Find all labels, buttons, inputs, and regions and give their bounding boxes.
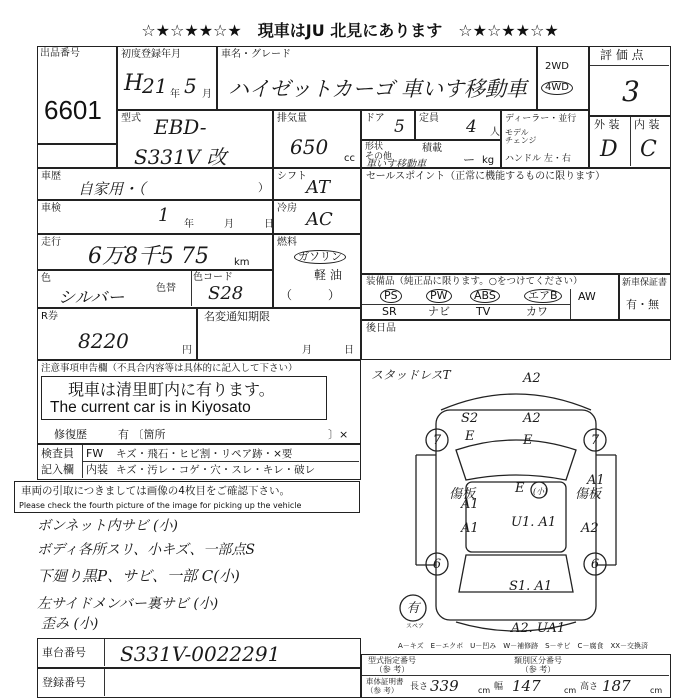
chassis-label: 車台番号 [42, 646, 86, 659]
load-value: ー [462, 153, 475, 167]
car-name-value: ハイゼットカーゴ 車いす移動車 [228, 77, 527, 101]
displacement-value: 650 [290, 135, 329, 159]
length-label: 長さ [410, 682, 429, 692]
width-unit: cm [564, 686, 577, 695]
lot-spacer [37, 144, 117, 168]
damage-mark: U1. A1 [511, 515, 557, 530]
color-code-value: S28 [208, 283, 244, 304]
load-unit: kg [482, 155, 495, 166]
damage-mark: A2 [523, 371, 541, 386]
drive-2wd: 2WD [545, 61, 569, 72]
notice-month-unit: 月 [302, 345, 312, 356]
post-parts-box [361, 320, 671, 360]
header-banner: ☆★☆★★☆★ 現車はJU 北見にあります ☆★☆★★☆★ [141, 21, 559, 40]
capacity-label: 定員 [419, 113, 439, 124]
year-unit: 年 [170, 89, 180, 100]
color-label: 色 [41, 273, 51, 284]
lot-number-box [37, 46, 117, 144]
fuel-box [273, 234, 361, 308]
drive-4wd: 4WD [541, 81, 573, 95]
inspector-notes [37, 513, 361, 638]
inspection-year: 1 [158, 205, 170, 226]
capacity-value: 4 [466, 117, 477, 137]
model-box [117, 110, 273, 168]
check-row1: キズ・飛石・ヒビ割・リペア跡・×要 [116, 448, 293, 460]
class-no-label: 類別区分番号 （参 考） [514, 656, 562, 674]
damage-mark: 傷板 [575, 487, 602, 502]
load-label: 積載 [422, 143, 442, 154]
shape-value: 車いす移動車 [366, 159, 426, 170]
mileage-unit: km [234, 257, 250, 268]
inspection-label: 車検 [41, 203, 61, 214]
damage-mark: S2 [461, 411, 479, 426]
equip-pw: PW [426, 289, 452, 303]
windshield-outline [456, 440, 576, 480]
month-unit: 月 [202, 89, 212, 100]
registration-label: 登録番号 [42, 676, 86, 689]
height-value: 187 [602, 677, 631, 695]
shape-box [361, 140, 501, 168]
color-value: シルバー [58, 288, 125, 308]
check-label-2: 記入欄 [41, 463, 74, 476]
drive-box [537, 46, 589, 110]
mileage-label: 走行 [41, 237, 61, 248]
warranty-box [619, 274, 671, 320]
lot-number-value: 6601 [44, 95, 102, 125]
lot-number-label: 出品番号 [40, 48, 80, 59]
damage-mark: A2 [581, 521, 599, 536]
fuel-other: （ ） [280, 288, 341, 302]
car-name-label: 車名・グレード [221, 49, 291, 60]
length-value: 339 [430, 677, 459, 695]
history-close: ） [258, 181, 269, 194]
score-box [589, 46, 671, 116]
score-value: 3 [622, 75, 640, 108]
inspection-day-unit: 日 [264, 219, 274, 230]
damage-mark: A1 [587, 473, 605, 488]
repair-value: 有 〔箇所 [118, 428, 166, 441]
recycle-unit: 円 [182, 345, 192, 356]
doors-box [361, 110, 415, 140]
model-label: 型式 [121, 113, 141, 124]
displacement-unit: cc [344, 153, 355, 164]
first-registration-year: 21 [142, 74, 168, 98]
first-registration-month: 5 [184, 74, 197, 98]
height-label: 高さ [580, 682, 599, 692]
exterior-label: 外 装 [594, 118, 620, 131]
diagram-title: スタッドレスT [371, 368, 451, 382]
height-unit: cm [650, 686, 663, 695]
model-cert-label: 型式指定番号 （参 考） [368, 656, 416, 674]
equip-airbag: エアB [524, 289, 562, 303]
dims-label: 車体証明書 （参 考） [366, 677, 404, 695]
handle-label: ハンドル 左・右 [505, 154, 571, 164]
note-line: 歪み (小) [41, 616, 99, 632]
warranty-value: 有・無 [626, 298, 659, 311]
mileage-value: 6万8千5 75 [88, 244, 209, 269]
displacement-box [273, 110, 361, 168]
inspection-box [37, 200, 273, 234]
recycle-label: R券 [41, 311, 58, 322]
registration-box [37, 668, 361, 698]
caution-line1: 現車は清里町内に有ります。 [68, 380, 275, 399]
equip-ps: PS [380, 289, 402, 303]
damage-mark: A1 [461, 497, 479, 512]
warranty-label: 新車保証書 [622, 278, 668, 288]
interior-grade: C [640, 137, 657, 162]
inspection-month-unit: 月 [224, 219, 234, 230]
interior-label: 内 装 [634, 118, 660, 131]
capacity-unit: 人 [490, 127, 500, 138]
repaint-label: 色替 [156, 283, 176, 294]
spare-value: 有 [406, 601, 420, 616]
notice-day-unit: 日 [344, 345, 354, 356]
fuel-label: 燃料 [277, 237, 297, 248]
note-line: 下廻り黒P、サビ、一部 C(小) [37, 567, 240, 585]
notice-box [197, 308, 361, 360]
tire-front-right-label: 7 [590, 433, 600, 448]
pickup-notice-box [14, 481, 360, 513]
notice-label: 名変通知期限 [204, 310, 270, 323]
cooling-value: AC [306, 209, 333, 230]
check-label-1: 検査員 [41, 447, 74, 460]
damage-mark: S1. A1 [509, 579, 553, 594]
fuel-gasoline: ガソリン [294, 250, 346, 264]
damage-mark: A1 [461, 521, 479, 536]
damage-mark: E [523, 433, 533, 448]
score-label: 評 価 点 [600, 48, 644, 62]
cooling-label: 冷房 [277, 203, 297, 214]
equip-navi: ナビ [428, 305, 450, 318]
equipment-label: 装備品（純正品に限ります。○をつけてください） [366, 276, 583, 287]
cooling-box [273, 200, 361, 234]
equip-abs: ABS [470, 289, 500, 303]
damage-mark: E [465, 429, 475, 444]
note-line: ボディ各所スリ、小キズ、一部点S [37, 542, 255, 558]
caution-line2: The current car is in Kiyosato [50, 399, 251, 416]
note-line: ボンネット内サビ (小) [37, 518, 178, 534]
tire-rear-right-label: 6 [590, 557, 600, 572]
damage-mark: 傷板 [449, 487, 476, 502]
dims-box [361, 654, 671, 698]
dealer-box [501, 110, 589, 168]
width-value: 147 [512, 677, 541, 695]
history-value: 自家用・（ [78, 180, 146, 198]
damage-mark: A2. UA1 [511, 621, 566, 636]
capacity-box [415, 110, 501, 140]
first-registration-box [117, 46, 217, 110]
chassis-value: S331V-0022291 [120, 642, 281, 666]
shift-value: AT [306, 177, 331, 198]
sales-point-box [361, 168, 671, 274]
shift-box [273, 168, 361, 200]
inspection-year-unit: 年 [184, 219, 194, 230]
equip-aw: AW [578, 290, 596, 303]
equipment-box [361, 274, 619, 320]
color-box [37, 270, 273, 308]
displacement-label: 排気量 [277, 113, 307, 124]
check-row2-head: 内装 [86, 463, 108, 476]
damage-mark: A2 [523, 411, 541, 426]
model-line2: S331V 改 [134, 145, 227, 169]
chassis-box [37, 638, 361, 668]
recycle-box [37, 308, 197, 360]
mileage-box [37, 234, 273, 270]
ext-int-box [589, 116, 671, 168]
damage-mark: E [515, 481, 525, 496]
repair-close: 〕× [328, 428, 349, 441]
first-registration-era: H [124, 71, 144, 96]
tire-front-left-label: 7 [432, 433, 442, 448]
shape-label: 形状 その他 [365, 142, 393, 162]
doors-value: 5 [394, 117, 405, 137]
front-bumper-outline [441, 394, 591, 410]
equip-sr: SR [382, 305, 397, 318]
first-registration-label: 初度登録年月 [121, 49, 181, 60]
width-label: 幅 [494, 682, 504, 692]
history-label: 車歴 [41, 171, 61, 182]
model-change-label: モデル チェンジ [505, 128, 537, 145]
equip-tv: TV [476, 305, 491, 318]
damage-mark: (小) [533, 487, 548, 496]
damage-legend: A－キズ E－エクボ U－凹み W－補修跡 S－サビ C－腐食 XX－交換済 [398, 642, 649, 650]
recycle-value: 8220 [78, 329, 129, 353]
caution-box [37, 360, 361, 444]
spare-label: スペア [406, 623, 425, 630]
exterior-grade: D [600, 137, 618, 162]
repair-label: 修復歴 [54, 428, 87, 441]
car-name-box [217, 46, 537, 110]
doors-label: ドア [365, 113, 385, 124]
caution-label: 注意事項申告欄（不具合内容等は具体的に記入して下さい） [41, 363, 298, 374]
history-box [37, 168, 273, 200]
color-code-label: 色コード [193, 272, 233, 283]
pickup-notice-jp: 車両の引取につきましては画像の4枚目をご確認下さい。 [21, 485, 290, 497]
equip-leather: カワ [526, 305, 548, 318]
post-parts-label: 後日品 [366, 323, 396, 334]
check-row2: キズ・汚レ・コゲ・穴・スレ・キレ・破レ [116, 464, 316, 476]
check-row1-head: FW [86, 447, 104, 460]
length-unit: cm [478, 686, 491, 695]
note-line: 左サイドメンバー裏サビ (小) [37, 596, 219, 612]
dealer-label: ディーラー・並行 [505, 114, 577, 124]
pickup-notice-en: Please check the fourth picture of the image for picking up the vehicle [19, 501, 302, 510]
car-damage-diagram [361, 360, 671, 640]
shift-label: シフト [277, 171, 307, 182]
model-line1: EBD- [154, 115, 207, 139]
sales-point-label: セールスポイント（正常に機能するものに限ります） [366, 171, 606, 182]
check-box [37, 444, 361, 480]
tire-rear-left-label: 6 [432, 557, 442, 572]
fuel-diesel: 軽 油 [314, 268, 342, 282]
